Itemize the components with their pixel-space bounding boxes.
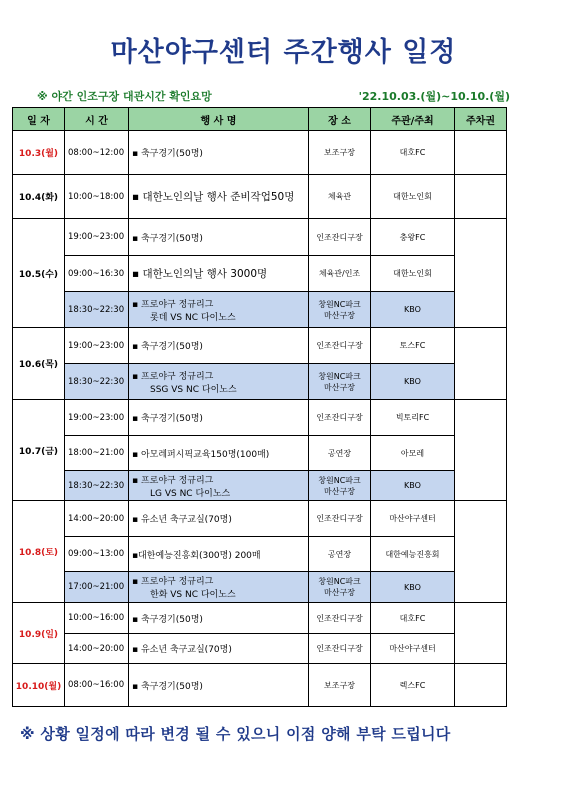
place-cell: 공연장 <box>309 436 371 471</box>
table-row <box>13 328 507 364</box>
place-cell: 인조잔디구장 <box>309 219 371 256</box>
date-cell: 10.5(수) <box>13 219 65 328</box>
host-cell: 대한노인회 <box>371 175 455 219</box>
time-cell: 19:00~23:00 <box>65 219 129 256</box>
place-cell <box>309 471 371 501</box>
event-cell: ▪ 유소년 축구교실(70명) <box>129 501 309 537</box>
time-cell: 19:00~23:00 <box>65 328 129 364</box>
event-cell: ▪ 대한노인의날 행사 준비작업50명 <box>129 175 309 219</box>
time-cell: 18:30~22:30 <box>65 364 129 400</box>
time-cell: 08:00~12:00 <box>65 131 129 175</box>
event-line-1: ▪ 프로야구 정규리그 <box>132 371 214 382</box>
event-line-2: SSG VS NC 다이노스 <box>150 384 237 395</box>
event-cell: ▪ 축구경기(50명) <box>129 603 309 634</box>
table-row <box>13 175 507 219</box>
host-cell: 빅토리FC <box>371 400 455 436</box>
time-cell: 09:00~13:00 <box>65 537 129 572</box>
time-cell: 18:00~21:00 <box>65 436 129 471</box>
place-line-2: 마산구장 <box>324 486 355 496</box>
place-cell <box>309 364 371 400</box>
event-line-1: ▪ 프로야구 정규리그 <box>132 577 214 587</box>
page-title: 마산야구센터 주간행사 일정 <box>110 37 457 68</box>
date-cell: 10.9(일) <box>13 603 65 664</box>
header-host: 주관/주최 <box>371 108 455 131</box>
place-cell: 인조잔디구장 <box>309 501 371 537</box>
place-line-1: 창원NC파크 <box>318 577 361 586</box>
event-cell: ▪대한예능진흥회(300명) 200매 <box>129 537 309 572</box>
table-row <box>13 537 507 572</box>
table-row <box>13 131 507 175</box>
host-cell: 마산야구센터 <box>371 501 455 537</box>
place-cell: 인조잔디구장 <box>309 634 371 664</box>
event-cell <box>129 471 309 501</box>
host-cell: 대한노인회 <box>371 256 455 292</box>
place-line-2: 마산구장 <box>324 310 355 320</box>
header-date: 일 자 <box>13 108 65 131</box>
table-row <box>13 436 507 471</box>
table-row <box>13 664 507 707</box>
table-row <box>13 364 507 400</box>
date-cell: 10.8(토) <box>13 501 65 603</box>
event-cell: ▪ 대한노인의날 행사 3000명 <box>129 256 309 292</box>
place-line-2: 마산구장 <box>324 382 355 392</box>
event-line-2: 한화 VS NC 다이노스 <box>150 590 236 600</box>
footer-notice: ※ 상황 일정에 따라 변경 될 수 있으니 이점 양해 부탁 드립니다 <box>20 725 451 743</box>
date-cell: 10.6(목) <box>13 328 65 400</box>
period-text: '22.10.03.(월)~10.10.(월) <box>358 90 510 103</box>
event-cell <box>129 364 309 400</box>
event-cell: ▪ 축구경기(50명) <box>129 400 309 436</box>
date-cell: 10.10(월) <box>13 664 65 707</box>
table-row <box>13 256 507 292</box>
parking-cell <box>455 400 507 501</box>
header-event: 행 사 명 <box>129 108 309 131</box>
header-time: 시 간 <box>65 108 129 131</box>
host-cell: 대한예능진흥회 <box>371 537 455 572</box>
host-cell: 토스FC <box>371 328 455 364</box>
place-cell: 공연장 <box>309 537 371 572</box>
event-cell <box>129 572 309 603</box>
event-line-1: ▪ 프로야구 정규리그 <box>132 299 214 310</box>
time-cell: 19:00~23:00 <box>65 400 129 436</box>
parking-cell <box>455 131 507 175</box>
time-cell: 10:00~16:00 <box>65 603 129 634</box>
schedule-table <box>12 107 507 707</box>
date-cell: 10.3(월) <box>13 131 65 175</box>
table-row <box>13 471 507 501</box>
host-cell: 렉스FC <box>371 664 455 707</box>
host-cell: 마산야구센터 <box>371 634 455 664</box>
place-cell: 보조구장 <box>309 664 371 707</box>
event-cell <box>129 292 309 328</box>
host-cell: KBO <box>371 292 455 328</box>
event-cell: ▪ 축구경기(50명) <box>129 328 309 364</box>
host-cell: KBO <box>371 471 455 501</box>
parking-cell <box>455 328 507 400</box>
event-cell: ▪ 축구경기(50명) <box>129 219 309 256</box>
place-cell <box>309 572 371 603</box>
date-cell: 10.7(금) <box>13 400 65 501</box>
header-place: 장 소 <box>309 108 371 131</box>
event-cell: ▪ 아모레퍼시픽교육150명(100매) <box>129 436 309 471</box>
place-line-1: 창원NC파크 <box>318 475 361 485</box>
time-cell: 09:00~16:30 <box>65 256 129 292</box>
table-row <box>13 400 507 436</box>
place-cell: 인조잔디구장 <box>309 603 371 634</box>
host-cell: 대호FC <box>371 603 455 634</box>
table-row <box>13 292 507 328</box>
table-row <box>13 603 507 634</box>
table-row <box>13 219 507 256</box>
place-line-2: 마산구장 <box>324 588 355 597</box>
place-cell: 인조잔디구장 <box>309 328 371 364</box>
place-cell: 보조구장 <box>309 131 371 175</box>
time-cell: 10:00~18:00 <box>65 175 129 219</box>
host-cell: 아모레 <box>371 436 455 471</box>
event-line-2: LG VS NC 다이노스 <box>150 488 231 499</box>
parking-cell <box>455 219 507 328</box>
time-cell: 08:00~16:00 <box>65 664 129 707</box>
time-cell: 14:00~20:00 <box>65 501 129 537</box>
host-cell: 충왕FC <box>371 219 455 256</box>
event-line-1: ▪ 프로야구 정규리그 <box>132 475 214 486</box>
time-cell: 17:00~21:00 <box>65 572 129 603</box>
event-cell: ▪ 축구경기(50명) <box>129 664 309 707</box>
time-cell: 18:30~22:30 <box>65 292 129 328</box>
note-text: ※ 야간 인조구장 대관시간 확인요망 <box>37 90 212 103</box>
table-row <box>13 501 507 537</box>
place-line-1: 창원NC파크 <box>318 299 361 309</box>
event-line-2: 롯데 VS NC 다이노스 <box>150 312 236 323</box>
place-cell <box>309 292 371 328</box>
event-cell: ▪ 축구경기(50명) <box>129 131 309 175</box>
header-row <box>13 108 507 131</box>
table-row <box>13 572 507 603</box>
header-parking: 주차권 <box>455 108 507 131</box>
parking-cell <box>455 175 507 219</box>
date-cell: 10.4(화) <box>13 175 65 219</box>
place-cell: 체육관 <box>309 175 371 219</box>
parking-cell <box>455 603 507 664</box>
host-cell: KBO <box>371 572 455 603</box>
parking-cell <box>455 664 507 707</box>
parking-cell <box>455 501 507 603</box>
table-row <box>13 634 507 664</box>
place-line-1: 창원NC파크 <box>318 371 361 381</box>
place-cell: 인조잔디구장 <box>309 400 371 436</box>
host-cell: KBO <box>371 364 455 400</box>
event-cell: ▪ 유소년 축구교실(70명) <box>129 634 309 664</box>
place-cell: 체육관/인조 <box>309 256 371 292</box>
time-cell: 18:30~22:30 <box>65 471 129 501</box>
host-cell: 대호FC <box>371 131 455 175</box>
time-cell: 14:00~20:00 <box>65 634 129 664</box>
